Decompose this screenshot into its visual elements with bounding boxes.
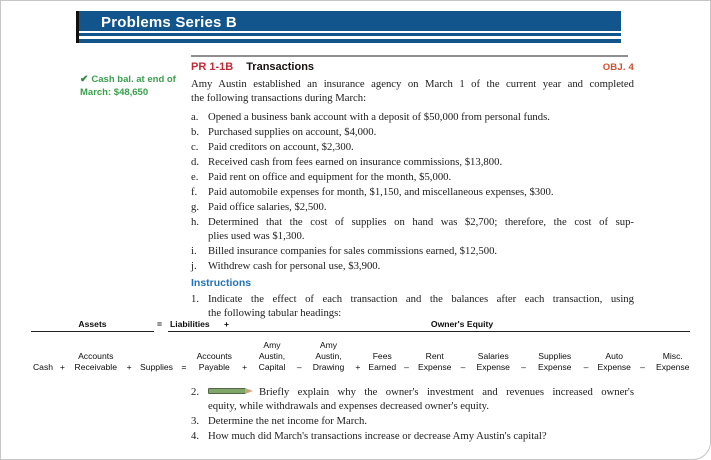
liabilities-group-header: Liabilities [170, 319, 210, 329]
table-column-header [31, 362, 55, 373]
table-column-header [70, 351, 122, 373]
instructions-list-bottom [191, 385, 634, 444]
transaction-text [208, 259, 634, 273]
transaction-text [208, 185, 634, 199]
margin-note-line1 [80, 74, 192, 87]
banner-underline [78, 31, 621, 33]
table-column-header [593, 351, 635, 373]
table-operator: + [126, 362, 132, 372]
transaction-text [208, 244, 634, 258]
table-column-header-line: Auto [605, 351, 624, 361]
instruction-text [208, 414, 634, 428]
objective-badge: OBJ. 4 [602, 62, 634, 73]
instruction-label: 1. [191, 293, 200, 305]
table-column-header [307, 340, 351, 373]
instruction-text-line: the following tabular headings: [208, 307, 342, 319]
table-column-header-row [31, 340, 696, 373]
table-column-header [531, 351, 579, 373]
transaction-label: h. [191, 216, 200, 228]
instruction-text-line: Briefly explain why the owner's investment and revenues increased owner's [208, 385, 634, 399]
section-divider [191, 55, 628, 57]
instruction-text [208, 429, 634, 443]
transaction-item [191, 155, 634, 169]
transaction-text-line: Withdrew cash for personal use, $3,900. [208, 260, 381, 272]
plus-sign: + [224, 319, 230, 329]
table-column-header-line: Capital [258, 362, 286, 372]
table-operator: – [640, 362, 645, 372]
transaction-label: d. [191, 156, 200, 168]
transaction-label: f. [191, 186, 198, 198]
instruction-text-line: equity, while withdrawals and expenses decreased owner's equity. [208, 400, 489, 412]
table-group-header-row [31, 319, 696, 332]
table-column-header [470, 351, 516, 373]
owners-equity-group-header: Owner's Equity [430, 319, 494, 329]
instruction-text-line: Determine the net income for March. [208, 415, 368, 427]
transaction-text-line: Paid creditors on account, $2,300. [208, 141, 354, 153]
check-icon: ✔ [80, 74, 89, 85]
instructions-heading: Instructions [191, 277, 252, 289]
table-column-header-line: Cash [32, 362, 54, 372]
transaction-item [191, 244, 634, 258]
table-operator: – [460, 362, 466, 372]
transaction-text [208, 215, 634, 243]
table-column-header-line: Accounts [78, 351, 114, 361]
table-column-header [414, 351, 456, 373]
assets-group-header: Assets [31, 319, 154, 332]
transaction-label: i. [191, 245, 197, 257]
table-column-header-line: Receivable [74, 362, 117, 372]
table-column-header [650, 351, 696, 373]
margin-note-text1: Cash bal. at end of [91, 74, 176, 85]
transaction-item [191, 259, 634, 273]
transactions-list [191, 110, 634, 273]
transaction-text-line: Determined that the cost of supplies on hand was $2,700; therefore, the cost of sup- [208, 216, 634, 228]
table-column-header-line: Amy [319, 340, 338, 350]
transaction-item [191, 125, 634, 139]
table-column-header-line: Accounts [196, 351, 232, 361]
instruction-item [191, 429, 634, 443]
table-column-header-line: Rent [425, 351, 444, 361]
margin-check-note [80, 74, 192, 99]
transaction-label: j. [191, 260, 197, 272]
table-operator: – [296, 362, 302, 372]
accounting-table [31, 319, 696, 373]
table-column-header-line: Expense [656, 362, 690, 372]
table-operator: + [59, 362, 65, 372]
table-column-header-line: Expense [418, 362, 452, 372]
transaction-text [208, 200, 634, 214]
transaction-text-line: Purchased supplies on account, $4,000. [208, 126, 377, 138]
table-column-header-line: Amy [263, 340, 281, 350]
transaction-label: e. [191, 171, 199, 183]
table-column-header-line: Fees [372, 351, 392, 361]
transaction-text-line: plies used was $1,300. [208, 230, 305, 242]
table-column-header-line: Earned [368, 362, 397, 372]
table-operator: + [355, 362, 361, 372]
problem-header [191, 60, 634, 75]
transaction-item [191, 110, 634, 124]
transaction-text-line: Opened a business bank account with a deposit of $50,000 from personal funds. [208, 111, 550, 123]
table-operator: – [521, 362, 526, 372]
table-column-header-line: Expense [476, 362, 510, 372]
instruction-item [191, 292, 634, 320]
transaction-text-line: Paid automobile expenses for month, $1,150, and miscellaneous expenses, $300. [208, 186, 554, 198]
transaction-text-line: Paid rent on office and equipment for the month, $5,000. [208, 171, 452, 183]
transaction-text [208, 110, 634, 124]
transaction-text-line: Billed insurance companies for sales commissions earned, $12,500. [208, 245, 498, 257]
margin-note-text2: March: $48,650 [80, 86, 149, 98]
equity-group-underline [168, 319, 690, 332]
equals-sign: = [157, 319, 163, 329]
table-column-header [365, 351, 399, 373]
transaction-item [191, 185, 634, 199]
table-column-header-line: Supplies [538, 351, 572, 361]
instruction-item [191, 385, 634, 413]
instructions-list-top [191, 292, 634, 320]
intro-line: the following transactions during March: [191, 92, 367, 104]
table-operator: + [242, 362, 248, 372]
banner-accent-strip [78, 39, 621, 43]
table-column-header-line: Supplies [140, 362, 173, 372]
pencil-icon [208, 388, 246, 394]
transaction-label: a. [191, 111, 199, 123]
table-column-header-line: Salaries [477, 351, 509, 361]
problem-code: PR 1-1B [191, 61, 234, 73]
table-column-header-line: Austin, [315, 351, 342, 361]
section-banner-title: Problems Series B [101, 14, 237, 31]
transaction-text [208, 155, 634, 169]
table-column-header-line: Austin, [258, 351, 286, 361]
transaction-item [191, 215, 634, 243]
problem-content [191, 60, 634, 321]
transaction-text-line: Received cash from fees earned on insurance commissions, $13,800. [208, 156, 503, 168]
table-column-header-line: Payable [198, 362, 230, 372]
transaction-text-line: Paid office salaries, $2,500. [208, 201, 327, 213]
transaction-item [191, 200, 634, 214]
transaction-text [208, 125, 634, 139]
table-column-header-line: Expense [538, 362, 572, 372]
instruction-text [208, 292, 634, 320]
section-banner [78, 11, 621, 36]
table-column-header-line: Expense [597, 362, 631, 372]
transaction-item [191, 170, 634, 184]
problem-intro [191, 77, 634, 105]
table-operator: = [181, 362, 187, 372]
instruction-text-line: How much did March's transactions increase or decrease Amy Austin's capital? [208, 430, 547, 442]
transaction-label: g. [191, 201, 200, 213]
instruction-label: 4. [191, 430, 200, 442]
instruction-text [208, 385, 634, 413]
transaction-label: c. [191, 141, 199, 153]
intro-line: Amy Austin established an insurance agency on March 1 of the current year and completed [191, 78, 634, 90]
problem-title: Transactions [246, 61, 315, 73]
instruction-label: 3. [191, 415, 200, 427]
table-column-header [137, 362, 177, 373]
transaction-label: b. [191, 126, 200, 138]
table-column-header [252, 340, 292, 373]
transaction-text [208, 170, 634, 184]
banner-left-rule [76, 11, 79, 43]
table-column-header [191, 351, 237, 373]
transaction-text [208, 140, 634, 154]
table-operator: – [583, 362, 589, 372]
instruction-item [191, 414, 634, 428]
transaction-item [191, 140, 634, 154]
table-column-header-line: Misc. [662, 351, 683, 361]
table-operator: – [404, 362, 409, 372]
instruction-text-line: Indicate the effect of each transaction and the balances after each transaction, using [208, 293, 634, 305]
instruction-label: 2. [191, 386, 200, 398]
table-column-header-line: Drawing [312, 362, 345, 372]
